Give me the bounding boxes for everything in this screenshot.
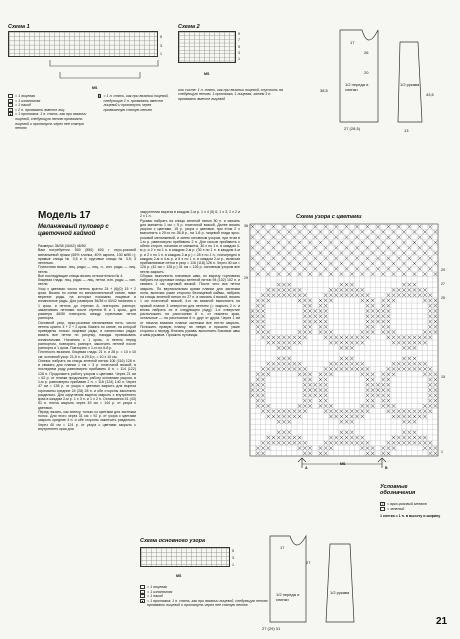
schematic-top-sleeve-label: 1/2 рукава	[400, 82, 420, 87]
basic-pattern-grid	[140, 547, 230, 567]
legend-slip: ▲ = 1 протяжка: 1 п. снять, как при вязании лицевой, следующую петлю провязать лицевой и протянуть через нее снятую петлю	[9, 112, 87, 131]
scheme2-ms: MS	[204, 72, 210, 76]
legend-purl: – = 1 изнаночная	[9, 98, 41, 103]
schematic-top-drawing	[300, 22, 450, 132]
page-number: 21	[436, 616, 448, 627]
purl-symbol-icon: –	[9, 98, 12, 103]
basic-legend-slip: ▲ = 1 протяжка: 1 п. снять, как при вязании лицевой, следующую петлю провязать лицевой и протянуть через нее снятую петлю	[141, 598, 268, 608]
k2tog-symbol-icon: /	[8, 108, 13, 112]
schematic-top-num-20: 20	[364, 70, 369, 75]
basic-legend-yarnover: ○ = 1 накид	[141, 594, 163, 599]
schematic-bottom-drawing	[250, 530, 380, 630]
flower-row-27: 27	[441, 282, 445, 286]
scheme1-row-3: 3	[160, 44, 162, 48]
basic-legend-purl: – = 1 изнаночная	[141, 589, 173, 594]
legend-k2tog: / = 2 п. провязать вместе лиц.	[8, 108, 93, 113]
schematic-bottom-num-27: 27	[306, 560, 311, 565]
scheme1-legend-left	[8, 94, 93, 131]
basic-pattern-rows: 5 3 1	[232, 549, 234, 567]
flower-row-15: 15	[441, 375, 445, 379]
scheme2-rows: 9 7 5 3 1	[238, 32, 240, 62]
flower-row-1: 1	[441, 450, 443, 454]
flower-ms: MS	[340, 462, 346, 466]
sk2p-symbol-icon: λ	[99, 94, 101, 98]
scheme2-grid	[178, 31, 236, 63]
flower-row-29-left: 29	[244, 276, 248, 280]
scheme1-grid	[8, 31, 158, 57]
cross-symbol-icon: ×	[381, 502, 384, 507]
schematic-top-num-26: 26	[364, 50, 369, 55]
yarnover-symbol-icon: ○	[9, 103, 12, 108]
flower-arrow-a: A	[305, 466, 308, 470]
flower-chart-title: Схема узора с цветами	[296, 214, 362, 220]
schematic-top-num-width: 27 (28,5)	[344, 126, 361, 131]
purl-symbol-icon: –	[141, 589, 144, 594]
schematic-top-front-label: 1/2 переда и спинки	[345, 82, 369, 92]
flower-legend	[380, 502, 452, 519]
scheme1-legend-right	[98, 94, 172, 112]
legend-knit: = 1 лицевая	[8, 94, 93, 99]
schematic-top-num-13: 13	[404, 128, 409, 133]
flower-row-25: 25	[441, 296, 445, 300]
legend-pink: × = ярко-розовый меланж	[381, 502, 427, 507]
schematic-bottom-num-width: 27 (29) 31	[262, 626, 281, 631]
model-subtitle: Меланжевый пуловер с цветочной каймой	[38, 224, 109, 237]
scheme2-title: Схема 2	[178, 24, 200, 30]
text-column-2: закругления выреза в каждом 2-м р. 1 х 4 (5) 6, 1 х 3, 2 х 2 и 2 х 1 п. Рукава: набрать на спицы зеленой нитью 50 п. и связать для манжеты 1 см = 5 р. платочной вязкой. Далее вязать узором с цветами, 15 р. узора с цветами, при этом 2 х выполнить с 29-го по 36-й р., на 1-й р. лицевой глади ярко-розовой меланжевой, и затем основным узором, при этом в 1-м р. равномерно прибавить 2 п. Для скосов прибавить с обеих сторон, начиная от манжеты, 30 х по 1 п. в каждом 4-м р. и 2 х по 1 п. в каждом 2-м р. (30 х по 1 п. в каждом 4-м р. и 2 х по 1 п. в каждом 2-м р.) = 28 х по 1 п., поочередно в каждом 2-м и 4-м р. и 8 х по 1 п. в каждом 2-м р., включая прибавляемые петли в узор = 116 (118) 126 п. Через 40 см = 126 р. (42 см = 126 р.) 41 см = 126 р. основным узором все петли закрыть. Сборка: выполнить плечевые швы, по вырезу горловины набрать на круговые спицы зеленой нитью 94 (102) 102 п. и связать 1 см круговой вязкой. После чего все петли закрыть. По вертикальным краям планки для застежки пола, включая узкие стороны безлицевой каймы, набрать на спицы зеленой нитью по 27 п. и связать 4 вязкой, вязать 1 см платочной вязкой, 4-ю на вязаной выполнить на правой планке 3 отверстия для петелек (= закрыть 2 п. и вновь набрать их в следующем ряду): 1-е отверстие расположить на расстоянии 6 п. от нижнего края, остальные — на расстоянии 6 п. друг от друга. Через 1 см от начала вязания планки застежки все петли закрыть. Положить правую планку на левую и пришить узкие стороны к переду. Втачать рукава, выполнить боковые швы и швы рукавов. Пришить пуговицы.	[140, 210, 240, 338]
schematic-bottom-front-label: 1/2 переда и спинки	[276, 592, 300, 602]
knit-symbol-icon	[8, 94, 13, 98]
flower-row-29: 29	[441, 268, 445, 272]
knit-symbol-icon	[140, 585, 145, 589]
yarnover-symbol-icon: ○	[141, 594, 144, 599]
basic-pattern-ms: MS	[176, 574, 182, 578]
schematic-bottom-sleeve-label: 1/2 рукава	[330, 590, 350, 595]
scheme1-ms: MS	[92, 86, 98, 90]
schematic-top-num-38: 38,5	[320, 88, 328, 93]
text-column-1: Размеры: 36/38 (40/42) 46/50 Вам потребуется: 500 (550) 600 г серо-розовой меланжевой пряжи (65% хлопка, 40% акрила, 130 м/50 г); прямые спицы № 3,5 и 4; круговые спицы № 3,5; 3 петельки. Платочная вязка: лиц. ряды — лиц. п., изн. ряды — лиц. петли. Все последующие спицы вязать относительно № 4. Лицевая гладь: лиц. ряды — лиц. петли, изн. ряды — изн. петли. Узор с цветами: число петель кратно 24 + (6)(0) 15 + 2 кром. Вязать по схеме по вспомогательной схеме, ниже верхние ряды, на которых показаны лицевые и изнаночные ряды. Для размеров 36/38 и 40/42 начинать с 1 кром. и петель до стрелки А, повторять раппорт, заканчивать петлями после стрелки В и 1 кром., для размера 46/50 повторить между стрелками петли раппорта. Основной узор, ярко-розовая меланжевая нить: число петель кратно 4 + 2 + 2 кром. Вязать по схеме, на которой приведены только лицевые ряды, в изнаночных рядах вязать все петли по рисунку, накиды провязывать изнаночными. Начинать с 1 кром., и петель перед раппортом, повторять раппорт, закончить петлей после раппорта и 1 кром. Повторять с 1-го по 6-й р. Плотность вязания. Лицевая гладь: 21 п. и 28 р. = 10 х 10 см; основной узор: 21,5 п. и 29,5 р. = 10 х 10 см. Спинка: набрать на спицы зеленой нитью 106 (116) 126 п. и связать для планки 1 см = 3 р. платочной вязкой, в последнем ряду равномерно прибавить 8 п. = 114 (122) 128 п. Продолжить работу узором с цветами. Через 21 см = 62 р. от планки продолжить работу основным узором, в 1-м р. равномерно прибавив 2 п. = 116 (124) 140 п. Через 47 см = 138 р. от узора с цветами закрыть для выреза горловины средние 24 (28) 28 п. и обе стороны закончить раздельно. Для скругления выреза закрыть с внутреннего края в каждом 2-м р. 1 х 3 п. и 1 х 2 п. Оставшиеся 41 (43) 51 п. плеча закрыть через 49 см = 144 р. от узора с цветами. Перед: вязать, как спинку, только со цветами для застежки полос. Для этого через 31 см = 92 р. от узора с цветами закрыть средние 4 п. и обе стороны закончить раздельно. Через 40 см = 124 р. от узора с цветами закрыть с внутреннего края для	[38, 244, 136, 431]
schematic-top-num-17: 17	[350, 40, 355, 45]
scheme1-title: Схема 1	[8, 24, 30, 30]
scheme1-row-5: 5	[160, 35, 162, 39]
scheme2-legend: или состе: 1 п. снять, как при вязании лицевой, спустить на следующую петлю, 1 протяжка, 1 лицевая, затем 3 п. провязать вместе лицевой	[178, 88, 283, 101]
flower-row-36: 36	[244, 224, 248, 228]
legend-sk2p: λ = 1 п. снять, как при вязании лицевой, следующие 2 п. провязать вместе лицевой и протянуть через провязанную снятую петлю	[99, 94, 169, 112]
flower-arrow-b: B	[385, 466, 388, 470]
basic-legend-knit: = 1 лицевая	[140, 585, 272, 590]
legend-note: 1 клетка = 1 п. в высоту и ширину	[380, 514, 441, 519]
schematic-bottom-num-17: 17	[280, 545, 285, 550]
model-title: Модель 17	[38, 210, 91, 221]
legend-yarnover: ○ = 1 накид	[9, 103, 31, 108]
schematic-top-num-43: 43,5	[426, 92, 434, 97]
slip-symbol-icon: ▲	[9, 112, 12, 117]
basic-pattern-title: Схема основного узора	[140, 538, 206, 544]
empty-cell-icon	[380, 507, 385, 511]
scheme1-row-1: 1	[160, 52, 162, 56]
slip-symbol-icon: ▲	[141, 598, 144, 603]
legend-green: = зеленый	[380, 507, 452, 512]
scheme1-rapport-bracket	[50, 58, 160, 88]
flower-chart-grid	[250, 224, 438, 456]
legend-title: Условные обозначения	[380, 484, 416, 496]
